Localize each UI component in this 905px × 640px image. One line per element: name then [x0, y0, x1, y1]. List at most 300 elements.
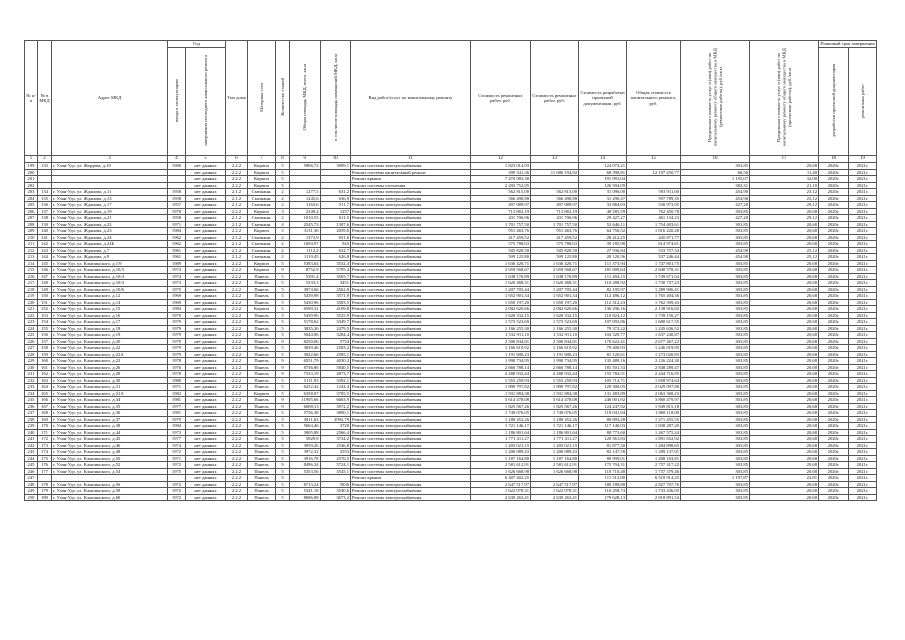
table-cell: 29,12 [750, 202, 819, 209]
table-cell: 5 [276, 273, 290, 280]
table-cell: 454,90 [681, 189, 750, 196]
table-cell: 20,68 [750, 423, 819, 430]
table-cell: Панель [248, 462, 276, 469]
table-cell: 611,5 [320, 215, 351, 222]
table-cell: 5840,5 [320, 364, 351, 371]
table-cell: 177 [38, 468, 52, 475]
table-cell: 2021г. [849, 189, 877, 196]
table-cell: 5 [276, 169, 290, 176]
table-cell: 2021г. [849, 306, 877, 313]
table-cell: 22,81 [750, 475, 819, 482]
table-cell: 1 899 797,82 [471, 384, 531, 391]
table-cell: 20,68 [750, 299, 819, 306]
table-cell: г. Улан-Удэ, ул. Клыпинского, д.31А [52, 390, 168, 397]
table-cell: 2020г. [819, 403, 849, 410]
table-cell: 2.2.2 [226, 403, 248, 410]
table-cell: нет данных [186, 390, 226, 397]
table-cell: г. Улан-Удэ, ул. Клыпинского, д.30 [52, 377, 168, 384]
table-cell: 1 268 163,81 [627, 455, 681, 462]
table-cell: 2021г. [849, 494, 877, 501]
table-cell: 537 246,44 [627, 254, 681, 261]
table-cell: 3532,4 [320, 260, 351, 267]
table-cell: 3540,6 [320, 488, 351, 495]
table-cell: нет данных [186, 364, 226, 371]
table-cell: 139 [38, 221, 52, 228]
table-cell: 303,85 [681, 364, 750, 371]
table-cell: нет данных [186, 436, 226, 443]
table-cell: 110 710,48 [579, 468, 627, 475]
table-cell: 5 [276, 345, 290, 352]
table-cell: г. Улан-Удэ, ул. Жданова, д.21 [52, 215, 168, 222]
table-cell: нет данных [186, 462, 226, 469]
table-cell: нет данных [186, 371, 226, 378]
table-cell: 1961 [168, 247, 186, 254]
table-cell: 1 650 197,20 [471, 299, 531, 306]
table-cell: 1 825 567,26 [531, 403, 579, 410]
table-cell: 431 706,96 [471, 215, 531, 222]
table-cell: 2020г. [819, 241, 849, 248]
table-cell: г. Улан-Удэ, ул. Клыпинского, д.23 [52, 358, 168, 365]
table-cell: 2020г. [819, 449, 849, 456]
table-cell: 2.2.2 [226, 163, 248, 170]
column-number: 2 [38, 156, 52, 163]
table-cell: 303,85 [681, 338, 750, 345]
table-cell: 5756,38 [290, 410, 321, 417]
table-cell: 2020г. [819, 377, 849, 384]
table-cell: 2021г. [849, 325, 877, 332]
table-cell: 246 [25, 468, 38, 475]
table-cell: г. Улан-Удэ, ул. Клыпинского, д.17 [52, 319, 168, 326]
table-cell: 2021г. [849, 273, 877, 280]
table-cell: г. Улан-Удэ, ул. Жданова, д.24 [52, 234, 168, 241]
table-cell: Ремонт системы электроснабжения [351, 364, 471, 371]
table-cell: Ремонт системы электроснабжения [351, 228, 471, 235]
table-cell: 180 [38, 494, 52, 501]
table-cell: 2 581 612,91 [531, 462, 579, 469]
table-cell: 303,85 [681, 462, 750, 469]
header-plan-design: разработки проектной документации [819, 48, 849, 156]
table-cell: Панель [248, 475, 276, 482]
table-cell: нет данных [186, 455, 226, 462]
table-cell: 1 207 705,44 [531, 286, 579, 293]
table-cell: г. Улан-Удэ, ул. Клыпинского, д.45 [52, 436, 168, 443]
table-cell: 1 553 259,93 [531, 377, 579, 384]
table-cell: 2021г. [849, 364, 877, 371]
table-cell: Ремонт системы электроснабжения [351, 254, 471, 261]
table-cell: 303,85 [681, 208, 750, 215]
table-cell: 454,90 [681, 254, 750, 261]
table-cell: 1977 [168, 403, 186, 410]
table-cell: 2021г. [849, 449, 877, 456]
table-cell: Ремонт системы электроснабжения [351, 371, 471, 378]
table-cell: Ремонт системы электроснабжения [351, 494, 471, 501]
table-cell: нет данных [186, 403, 226, 410]
table-cell: г. Улан-Удэ, ул. Клыпинского, д.31 [52, 384, 168, 391]
table-cell: 180 189,80 [579, 481, 627, 488]
table-cell: Панель [248, 273, 276, 280]
table-cell: 713 865,19 [531, 208, 579, 215]
table-cell: 5795,4 [320, 267, 351, 274]
table-cell: Кирпич [248, 182, 276, 189]
table-cell: 236 [25, 403, 38, 410]
table-cell: 20,68 [750, 488, 819, 495]
table-cell: г. Улан-Удэ, ул. Клыпинского, д.34 [52, 397, 168, 404]
table-cell: 2.1.2 [226, 241, 248, 248]
table-cell: 2021г. [849, 338, 877, 345]
table-cell: 239 [25, 423, 38, 430]
table-cell: 9 [276, 358, 290, 365]
table-cell: 303,85 [681, 429, 750, 436]
table-cell: 8752,9 [290, 267, 321, 274]
table-cell: 5 [276, 423, 290, 430]
table-cell: 5178,62 [290, 319, 321, 326]
table-cell: 129 300,05 [579, 384, 627, 391]
table-cell: 303,85 [681, 163, 750, 170]
table-cell: 2020г. [819, 345, 849, 352]
table-cell: 2.1.2 [226, 254, 248, 261]
table-cell: 1961 [168, 254, 186, 261]
table-cell: 4030,3 [320, 358, 351, 365]
table-cell: нет данных [186, 182, 226, 189]
table-cell: 110 458,74 [579, 488, 627, 495]
table-cell: 3911,63 [290, 416, 321, 423]
table-cell: 248 [25, 481, 38, 488]
table-cell: г. Улан-Удэ, ул. Клыпинского, д.36 [52, 410, 168, 417]
table-cell: 209 [25, 228, 38, 235]
table-cell: 631,2 [320, 189, 351, 196]
table-cell: 1 245 636,52 [627, 325, 681, 332]
table-cell: 2562,8 [320, 286, 351, 293]
table-cell: 575 788,63 [531, 241, 579, 248]
table-cell: 2 [276, 189, 290, 196]
table-cell: 505 820,50 [471, 247, 531, 254]
table-cell: 21,10 [750, 182, 819, 189]
table-cell: 215 [25, 267, 38, 274]
table-cell: 3705,5 [320, 390, 351, 397]
table-cell: 178 [38, 481, 52, 488]
table-cell: 1 990 734,95 [471, 358, 531, 365]
table-cell: нет данных [186, 416, 226, 423]
table-cell: 2021г. [849, 475, 877, 482]
table-cell: 303,85 [681, 488, 750, 495]
table-cell: 3 860 479,97 [627, 397, 681, 404]
table-cell: 5 [276, 481, 290, 488]
header-design-cost: Стоимость разработки проектной документации, руб. [579, 41, 627, 156]
column-number-row [25, 156, 877, 163]
table-cell: 303,85 [681, 449, 750, 456]
table-cell: 5044,96 [290, 332, 321, 339]
table-cell: г. Улан-Удэ, ул. Клыпинского, д.28 [52, 371, 168, 378]
table-cell: Ремонт системы электроснабжения [351, 423, 471, 430]
table-cell: 191 991,04 [579, 176, 627, 183]
table-cell: 3905,88 [290, 429, 321, 436]
table-cell: 1163,6 [290, 202, 321, 209]
table-cell: 212 [25, 247, 38, 254]
table-cell: 445 871,77 [627, 234, 681, 241]
table-cell: 2020г. [819, 195, 849, 202]
table-cell: г. Улан-Удэ, ул. Клыпинского, д.50 [52, 455, 168, 462]
table-cell: 2.2.2 [226, 299, 248, 306]
table-cell: 2020г. [819, 475, 849, 482]
table-cell: Панель [248, 429, 276, 436]
table-cell: 82 147,58 [579, 449, 627, 456]
table-cell: 20,68 [750, 345, 819, 352]
table-cell: 2020г. [819, 208, 849, 215]
table-cell: 951 463,76 [531, 228, 579, 235]
table-cell: 2.2.2 [226, 410, 248, 417]
table-cell: 238 [25, 416, 38, 423]
table-cell: нет данных [186, 449, 226, 456]
table-cell: 5 [276, 163, 290, 170]
table-cell: 20,68 [750, 332, 819, 339]
table-cell: 1 573 523,69 [471, 319, 531, 326]
table-cell: 2.2.2 [226, 286, 248, 293]
table-cell: 9 [276, 403, 290, 410]
table-cell: Ремонт системы электроснабжения [351, 312, 471, 319]
table-cell: 5 [276, 319, 290, 326]
table-cell: 2.2.2 [226, 332, 248, 339]
table-cell: Ремонт системы электроснабжения [351, 208, 471, 215]
table-cell: 951 463,76 [471, 228, 531, 235]
table-cell: Кирпич [248, 169, 276, 176]
table-cell: 2020г. [819, 254, 849, 261]
table-cell: 5341,18 [290, 488, 321, 495]
table-cell: 201 [25, 176, 38, 183]
table-cell: 5 [276, 494, 290, 501]
table-cell: 4873,7 [320, 371, 351, 378]
table-cell: 3565,7 [320, 273, 351, 280]
table-cell: Ремонт системы электроснабжения [351, 189, 471, 196]
header-row-number: № п/п [25, 41, 38, 156]
table-cell: 2.2.2 [226, 208, 248, 215]
table-cell: 1 747 801,75 [627, 260, 681, 267]
table-cell: 152 [38, 306, 52, 313]
table-cell: 3835,26 [290, 325, 321, 332]
table-cell: 303,85 [681, 325, 750, 332]
table-cell: г. Улан-Удэ, ул. Клыпинского, д.37 [52, 416, 168, 423]
table-cell: 2 848 289,47 [627, 364, 681, 371]
table-cell: 3734,2 [320, 436, 351, 443]
table-cell: Ремонт системы электроснабжения [351, 416, 471, 423]
table-cell: 2576,5 [320, 455, 351, 462]
table-cell: 2020г. [819, 416, 849, 423]
table-cell: 2020г. [819, 468, 849, 475]
table-cell: г. Улан-Удэ, ул. Жданова, д.13 [52, 195, 168, 202]
table-cell: 2.2.2 [226, 182, 248, 189]
table-cell: 1 166 619,92 [471, 345, 531, 352]
table-cell: 3972,32 [290, 449, 321, 456]
table-cell: 303,85 [681, 267, 750, 274]
table-cell: 8736,86 [290, 364, 321, 371]
table-cell: 243 [25, 449, 38, 456]
table-cell: 1 739 156,27 [627, 312, 681, 319]
table-cell: 119 041,94 [579, 410, 627, 417]
column-number: 15 [627, 156, 681, 163]
table-cell: 5 [276, 351, 290, 358]
table-cell: 25,12 [750, 247, 819, 254]
table-cell: 1 658 974,64 [627, 377, 681, 384]
table-cell: 220 [25, 299, 38, 306]
table-cell: г. Улан-Удэ, ул. Клыпинского, д.14 [52, 299, 168, 306]
table-cell: 219 [25, 293, 38, 300]
table-cell: 575 788,63 [471, 241, 531, 248]
table-cell: Кирпич [248, 390, 276, 397]
table-cell: 2 029 097,86 [627, 384, 681, 391]
table-cell: 3 614 478,08 [531, 397, 579, 404]
table-cell: 140 [38, 228, 52, 235]
table-cell: 31 096,00 [579, 189, 627, 196]
table-cell: 203 [25, 189, 38, 196]
table-cell: 1 206 989,43 [471, 449, 531, 456]
table-cell: 8250,06 [290, 338, 321, 345]
table-cell: 4 [276, 221, 290, 228]
table-cell: 1973 [168, 280, 186, 287]
table-cell: 126 594,09 [579, 182, 627, 189]
table-cell: 303,85 [681, 494, 750, 501]
table-cell: 20,68 [750, 163, 819, 170]
table-cell: 2020г. [819, 429, 849, 436]
table-cell: 5 [276, 325, 290, 332]
table-cell: нет данных [186, 319, 226, 326]
table-cell: нет данных [186, 189, 226, 196]
table-cell: 1971 [168, 384, 186, 391]
table-cell: 20,68 [750, 351, 819, 358]
table-cell: 159 [38, 351, 52, 358]
table-cell: 179 628,13 [579, 494, 627, 501]
table-cell: 20,68 [750, 449, 819, 456]
table-cell: 2.2.2 [226, 306, 248, 313]
table-cell: 399 341,36 [471, 169, 531, 176]
table-cell: 1 825 567,26 [471, 403, 531, 410]
table-cell: 1 206 989,43 [531, 449, 579, 456]
table-cell: 303,85 [681, 332, 750, 339]
table-cell: 1979 [168, 351, 186, 358]
table-cell: 81 120,61 [579, 351, 627, 358]
table-cell: 2021г. [849, 221, 877, 228]
table-cell: 2021г. [849, 254, 877, 261]
table-cell: 2.1.2 [226, 234, 248, 241]
header-plan-repair: ремонтных работ [849, 48, 877, 156]
table-cell: 454,90 [681, 195, 750, 202]
table-cell: 2020г. [819, 312, 849, 319]
table-cell: 3922,66 [290, 351, 321, 358]
table-cell: 2.2.2 [226, 371, 248, 378]
table-cell: 2021г. [849, 351, 877, 358]
table-cell: нет данных [186, 345, 226, 352]
table-cell: 2 659 568,67 [531, 267, 579, 274]
table-cell: нет данных [186, 202, 226, 209]
table-cell: 29 427,27 [579, 215, 627, 222]
table-cell: Ремонт системы электроснабжения [351, 338, 471, 345]
table-cell: 111 512,00 [579, 475, 627, 482]
column-number: 4 [168, 156, 186, 163]
table-cell: 2.1.2 [226, 215, 248, 222]
table-cell: г. Улан-Удэ, ул. Клыпинского, д.12 [52, 293, 168, 300]
table-cell: Ремонт системы электроснабжения [351, 442, 471, 449]
table-cell: 1 626 668,98 [471, 468, 531, 475]
table-cell: 52 646,11 [579, 221, 627, 228]
table-cell: 2021г. [849, 403, 877, 410]
table-cell: Ремонт системы электроснабжения [351, 410, 471, 417]
table-cell: 80 893,28 [579, 416, 627, 423]
table-cell: 762 450,78 [627, 208, 681, 215]
table-cell: 1979 [168, 416, 186, 423]
table-cell: Панель [248, 280, 276, 287]
header-address: Адрес МКД [52, 41, 168, 156]
table-cell: 303,85 [681, 260, 750, 267]
table-cell: 2021г. [849, 358, 877, 365]
table-cell: 5 [276, 293, 290, 300]
table-cell: 2.2.2 [226, 312, 248, 319]
table-cell: нет данных [186, 254, 226, 261]
table-cell: 303,85 [681, 273, 750, 280]
table-cell: 20,68 [750, 293, 819, 300]
table-cell: нет данных [186, 332, 226, 339]
table-cell: 2021г. [849, 299, 877, 306]
table-cell: 1 207 705,44 [471, 286, 531, 293]
table-cell: 2 506 844,81 [471, 338, 531, 345]
table-cell: 2020г. [819, 319, 849, 326]
table-cell: Панель [248, 325, 276, 332]
table-cell: 505 820,50 [531, 247, 579, 254]
table-cell: 20,68 [750, 436, 819, 443]
table-cell: 210 [25, 234, 38, 241]
column-number: 3 [52, 156, 168, 163]
table-cell: 1 284 898,65 [627, 442, 681, 449]
header-total-cost: Общая стоимость капитального ремонта, руб. [627, 41, 681, 156]
table-cell: 25,12 [750, 189, 819, 196]
table-cell: г. Улан-Удэ, ул. Клыпинского, д.52 [52, 462, 168, 469]
table-cell: Ремонт системы электроснабжения [351, 397, 471, 404]
table-cell: 20,68 [750, 280, 819, 287]
table-cell: 2 288 932,44 [471, 371, 531, 378]
table-cell: Ремонт системы электроснабжения [351, 280, 471, 287]
table-cell: 68 398,81 [579, 169, 627, 176]
table-cell: 1119,45 [290, 254, 321, 261]
table-cell: 1 166 619,92 [531, 345, 579, 352]
table-cell: 120 561,83 [579, 436, 627, 443]
table-cell: 431 706,96 [531, 215, 579, 222]
table-cell: 5430,96 [290, 299, 321, 306]
table-cell: 135 489,16 [579, 358, 627, 365]
table-cell: 2020г. [819, 462, 849, 469]
table-cell: 131 483,89 [579, 390, 627, 397]
table-cell: 3583,5 [320, 299, 351, 306]
table-cell: 5 [276, 176, 290, 183]
header-consulting-cost: Стоимость ремонтных работ, руб. [531, 41, 579, 156]
table-cell: Ремонт системы электроснабжения [351, 358, 471, 365]
table-cell: 20,68 [750, 468, 819, 475]
table-cell: 104 329,77 [579, 332, 627, 339]
header-plan-group: Плановый срок завершения [820, 41, 875, 47]
table-cell: 497 089,97 [531, 202, 579, 209]
table-cell: 1 203 021,15 [531, 442, 579, 449]
table-cell: Смешанн. [248, 221, 276, 228]
table-cell: Ремонт системы электроснабжения [351, 299, 471, 306]
table-cell: 6663,9 [320, 397, 351, 404]
table-cell: 9 [276, 371, 290, 378]
table-cell: 175 [38, 455, 52, 462]
table-cell: 226 [25, 338, 38, 345]
table-cell: 2349,4 [290, 208, 321, 215]
table-cell: 5 [276, 332, 290, 339]
table-cell: 1958 [168, 215, 186, 222]
table-cell: 1 733 436,05 [627, 488, 681, 495]
table-cell: 1962 [168, 234, 186, 241]
table-cell: 2021г. [849, 319, 877, 326]
table-cell: нет данных [186, 208, 226, 215]
table-cell: 12 197 250,77 [627, 169, 681, 176]
